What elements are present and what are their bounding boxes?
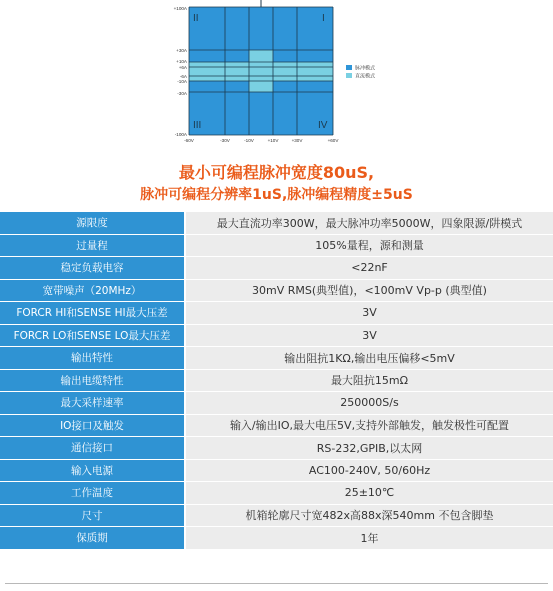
spec-value: 30mV RMS(典型值)，<100mV Vp-p (典型值): [185, 279, 553, 302]
y-tick-label: -6A: [179, 74, 187, 79]
spec-value: <22nF: [185, 257, 553, 280]
spec-value: 输出阻抗1KΩ,输出电压偏移<5mV: [185, 347, 553, 370]
y-tick-labels: [174, 6, 188, 137]
spec-row: [0, 437, 553, 460]
spec-label: 过量程: [0, 234, 185, 257]
y-tick-label: -10A: [177, 79, 187, 84]
diagram-legend: [346, 65, 375, 80]
spec-label: FORCR LO和SENSE LO最大压差: [0, 324, 185, 347]
spec-label: 尺寸: [0, 504, 185, 527]
spec-table: [0, 212, 553, 550]
spec-label: 保质期: [0, 527, 185, 550]
spec-label: 最大采样速率: [0, 392, 185, 415]
spec-label: 输出特性: [0, 347, 185, 370]
spec-row: [0, 369, 553, 392]
x-tick-label: -60V: [184, 138, 194, 143]
spec-value: 25±10℃: [185, 482, 553, 505]
spec-row: [0, 234, 553, 257]
spec-label: 稳定负载电容: [0, 257, 185, 280]
y-tick-label: -100A: [174, 132, 187, 137]
spec-row: [0, 392, 553, 415]
quadrant-diagram: [0, 0, 553, 150]
spec-row: [0, 257, 553, 280]
y-tick-label: +10A: [176, 59, 187, 64]
spec-row: [0, 347, 553, 370]
spec-value: 105%量程，源和测量: [185, 234, 553, 257]
spec-row: [0, 504, 553, 527]
spec-label: 宽带噪声（20MHz）: [0, 279, 185, 302]
x-tick-label: -30V: [220, 138, 230, 143]
quadrant-label-3: III: [193, 120, 202, 131]
x-tick-label: +10V: [267, 138, 279, 143]
spec-label: IO接口及触发: [0, 414, 185, 437]
headline-pulse-width: 最小可编程脉冲宽度80uS,: [178, 163, 375, 182]
spec-row: [0, 482, 553, 505]
spec-row: [0, 302, 553, 325]
spec-label: 输出电缆特性: [0, 369, 185, 392]
dc-mode-area-vertical: [249, 50, 273, 92]
bottom-divider: [5, 583, 548, 584]
spec-value: 3V: [185, 302, 553, 325]
spec-label: 通信接口: [0, 437, 185, 460]
x-tick-label: -10V: [244, 138, 254, 143]
headline-pulse-resolution: 脉冲可编程分辨率1uS,脉冲编程精度±5uS: [140, 187, 413, 203]
spec-label: 输入电源: [0, 459, 185, 482]
quadrant-label-1: I: [322, 13, 325, 24]
x-tick-labels: [184, 138, 339, 143]
spec-value: RS-232,GPIB,以太网: [185, 437, 553, 460]
quadrant-label-4: IV: [318, 120, 328, 131]
x-tick-label: +30V: [291, 138, 303, 143]
spec-value: 3V: [185, 324, 553, 347]
spec-row: [0, 414, 553, 437]
spec-value: AC100-240V, 50/60Hz: [185, 459, 553, 482]
y-tick-label: +100A: [173, 6, 187, 11]
quadrant-label-2: II: [193, 13, 199, 24]
spec-row: [0, 459, 553, 482]
spec-value: 输入/输出IO,最大电压5V,支持外部触发，触发极性可配置: [185, 414, 553, 437]
legend-swatch-dc: [346, 73, 352, 78]
spec-label: FORCR HI和SENSE HI最大压差: [0, 302, 185, 325]
x-tick-label: +60V: [327, 138, 339, 143]
y-tick-label: +6A: [178, 65, 187, 70]
spec-value: 机箱轮廓尺寸宽482x高88x深540mm 不包含脚垫: [185, 504, 553, 527]
spec-label: 源限度: [0, 212, 185, 234]
legend-label-pulse: 脉冲模式: [355, 65, 376, 72]
spec-row: [0, 324, 553, 347]
spec-row: [0, 279, 553, 302]
spec-value: 1年: [185, 527, 553, 550]
spec-label: 工作温度: [0, 482, 185, 505]
spec-value: 250000S/s: [185, 392, 553, 415]
legend-label-dc: 直流模式: [355, 73, 376, 80]
y-tick-label: +30A: [176, 48, 187, 53]
legend-swatch-pulse: [346, 65, 352, 70]
spec-row: [0, 527, 553, 550]
y-tick-label: -30A: [177, 91, 187, 96]
spec-value: 最大阻抗15mΩ: [185, 369, 553, 392]
spec-row: [0, 212, 553, 234]
spec-value: 最大直流功率300W，最大脉冲功率5000W，四象限源/阱模式: [185, 212, 553, 234]
